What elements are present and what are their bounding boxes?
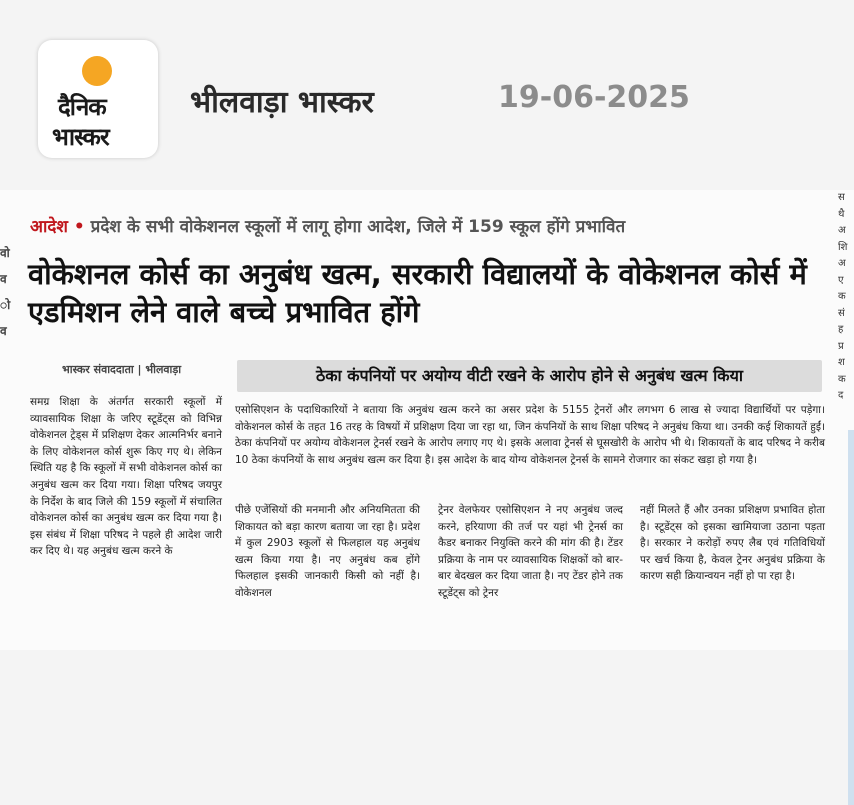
article-kicker [30,214,625,237]
kicker-text: प्रदेश के सभी वोकेशनल स्कूलों में लागू होगा आदेश, जिले में 159 स्कूल होंगे प्रभावित [90,217,626,237]
article-headline: वोकेशनल कोर्स का अनुबंध खत्म, सरकारी विद्यालयों के वोकेशनल कोर्स में एडमिशन लेने वाले बच्चे प्रभावित होंगे [28,257,807,329]
adjacent-line: द [838,390,844,401]
adjacent-line: ह [838,324,844,335]
edition-title: भीलवाड़ा भास्कर [190,85,374,120]
byline: भास्कर संवाददाता | भीलवाड़ा [62,363,182,376]
logo-text-line1: दैनिक [58,93,106,121]
page-header [0,0,854,175]
article-subhead: ठेका कंपनियों पर अयोग्य वीटी रखने के आरोप होने से अनुबंध खत्म किया [237,360,822,392]
adjacent-line: शि [838,241,848,253]
adjacent-article-right [838,190,854,630]
adjacent-line: श [838,357,845,368]
adjacent-line: ए [838,274,844,286]
logo-text-line2: भास्कर [52,123,109,151]
kicker-label: आदेश • [30,217,85,237]
body-column-4: नहीं मिलते हैं और उनका प्रशिक्षण प्रभावित होता है। स्टूडेंट्स को इसका खामियाजा उठाना पड़ता है। सरकार ने करोड़ों रुपए लैब एवं गतिविधियों पर खर्च किया है, केवल ट्रेनर अनुबंध प्रक्रिया के कारण सही क्रियान्वयन नहीं हो पा रहा है। [640,504,825,583]
adjacent-highlight-bar [848,430,854,805]
adjacent-line: सं [838,307,845,319]
body-box-text: एसोसिएशन के पदाधिकारियों ने बताया कि अनुबंध खत्म करने का असर प्रदेश के 5155 ट्रेनरों और लगभग 6 लाख से ज्यादा विद्यार्थियों पर पड़ेगा। वोकेशनल कोर्स के तहत 16 तरह के विषयों में प्रशिक्षण दिया जा रहा था, जिन कंपनियों के साथ शिक्षा परिषद ने अनुबंध किया था। उनकी कई शिकायतें हुईं। ठेका कंपनियों पर अयोग्य वोकेशनल ट्रेनर्स रखने के आरोप लगाए गए थे। इसके अलावा ट्रेनर्स से घूसखोरी के आरोप भी थे। शिकायतों के बाद परिषद ने करीब 10 ठेका कंपनियों के साथ अनुबंध खत्म कर दिया है। इस आदेश के बाद योग्य वोकेशनल ट्रेनर्स के सामने रोजगार का संकट खड़ा हो गया है। [235,404,825,466]
body-column-3: ट्रेनर वेलफेयर एसोसिएशन ने नए अनुबंध जल्द करने, हरियाणा की तर्ज पर यहां भी ट्रेनर्स का कैडर बनाकर नियुक्ति करने की मांग की है। टेंडर प्रक्रिया के नाम पर व्यावसायिक शिक्षकों को बार-बार बेदखल कर दिया जाता है। नए टेंडर होने तक स्टूडेंट्स को ट्रेनर [438,504,623,599]
adjacent-line: अ [838,225,846,236]
adjacent-line: स [838,192,845,203]
edition-date: 19-06-2025 [498,80,690,115]
body-column-2: पीछे एजेंसियों की मनमानी और अनियमितता की शिकायत को बड़ा कारण बताया जा रहा है। प्रदेश में कुल 2903 स्कूलों से फिलहाल यह अनुबंध खत्म किया गया है। नए अनुबंध कब होंगे फिलहाल इसकी जानकारी किसी को नहीं है। वोकेशनल [235,504,420,599]
sun-icon [82,56,112,86]
adjacent-line: प्र [838,340,844,352]
adjacent-line: थै [838,208,845,220]
adjacent-line: क [838,291,846,302]
adjacent-line: अ [838,258,846,269]
body-column-1: समग्र शिक्षा के अंतर्गत सरकारी स्कूलों में व्यावसायिक शिक्षा के जरिए स्टूडेंट्स को विभिन्न वोकेशनल ट्रेड्स में प्रशिक्षण देकर आत्मनिर्भर बनाने के लिए वोकेशनल कोर्स शुरू किए गए थे। लेकिन स्थिति यह है कि स्कूलों में सभी वोकेशनल कोर्स का अनुबंध खत्म कर दिया गया। शिक्षा परिषद जयपुर के निर्देश के बाद जिले की 159 स्कूलों में संचालित वोकेशनल कोर्स का अनुबंध खत्म कर दिया गया है। इस संबंध में शिक्षा परिषद ने पहले ही आदेश जारी कर दिए थे। यह अनुबंध खत्म करने के [30,396,222,558]
adjacent-article-left: वो व ो व [0,246,11,338]
newspaper-logo[interactable] [38,40,158,158]
adjacent-line: क [838,373,846,385]
